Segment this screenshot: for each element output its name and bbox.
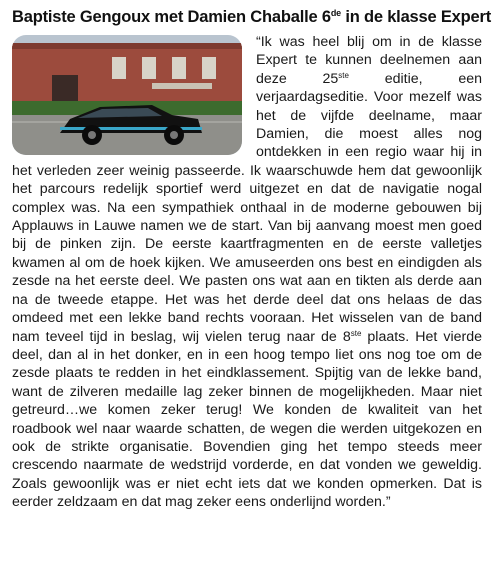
- article-text-2: editie, een verjaardagseditie. Voor mezelf was het de vijfde deelname, maar Damien, die moest alles nog ontdekken in een regio waar hij in het verleden zeer weinig passeerde. Ik waarschuwde hem dat gewoonlijk het parcours redelijk sportief werd uitgezet en dat de navigatie nogal complex was. Na een sympathiek onthaal in de moderne gebouwen bij Applauws in Lauwe namen we de start. Van bij aanvang moest men goed bij de pinken zijn. De eerste kaartfragmenten en de eerste valletjes kwamen al om de hoek kijken. We amuseerden ons best en eindigden als zesde na het eerste deel. We pasten ons wat aan en tikten als derde aan na de tweede etappe. Het was het derde deel dat ons helaas de das omdeed met een lekke band rechts vooraan. Het wisselen van de band nam teveel tijd in beslag, wij vielen terug naar de 8: [12, 70, 482, 345]
- title-text: Baptiste Gengoux met Damien Chaballe 6: [12, 8, 331, 26]
- superscript-ste-2: ste: [350, 328, 362, 338]
- article-text-3: plaats. Het vierde deel, dan al in het donker, en in een hoog tempo liet ons nog toe om de zesde plaats te redden in het eindklassement. Spijtig van de lekke band, want de zilveren medaille lag zeker binnen de mogelijkheden. Maar niet getreurd…we komen zeker terug! We konden de kwaliteit van het roadbook wel naar waarde schatten, de wegen die werden uitgekozen en ook de strikte organisatie. Bovendien ging het tempo steeds meer crescendo naarmate de wedstrijd vorderde, en dat vonden we geweldig. Zoals gewoonlijk was er niet echt iets dat we konden opmerken. Dat is eerder zeldzaam en dat mag zeker eens onderlijnd worden.”: [12, 328, 482, 511]
- superscript-ste-1: ste: [338, 70, 349, 80]
- title-text-end: in de klasse Expert: [340, 8, 492, 26]
- title-superscript: de: [330, 8, 341, 18]
- article-body: [12, 33, 482, 512]
- car-photo: [12, 35, 242, 155]
- article-text-1: “Ik was heel blij om in de klasse Expert te kunnen deelnemen aan deze 25: [256, 34, 482, 87]
- article-title: [12, 8, 492, 27]
- car-photo-illustration: [12, 35, 242, 155]
